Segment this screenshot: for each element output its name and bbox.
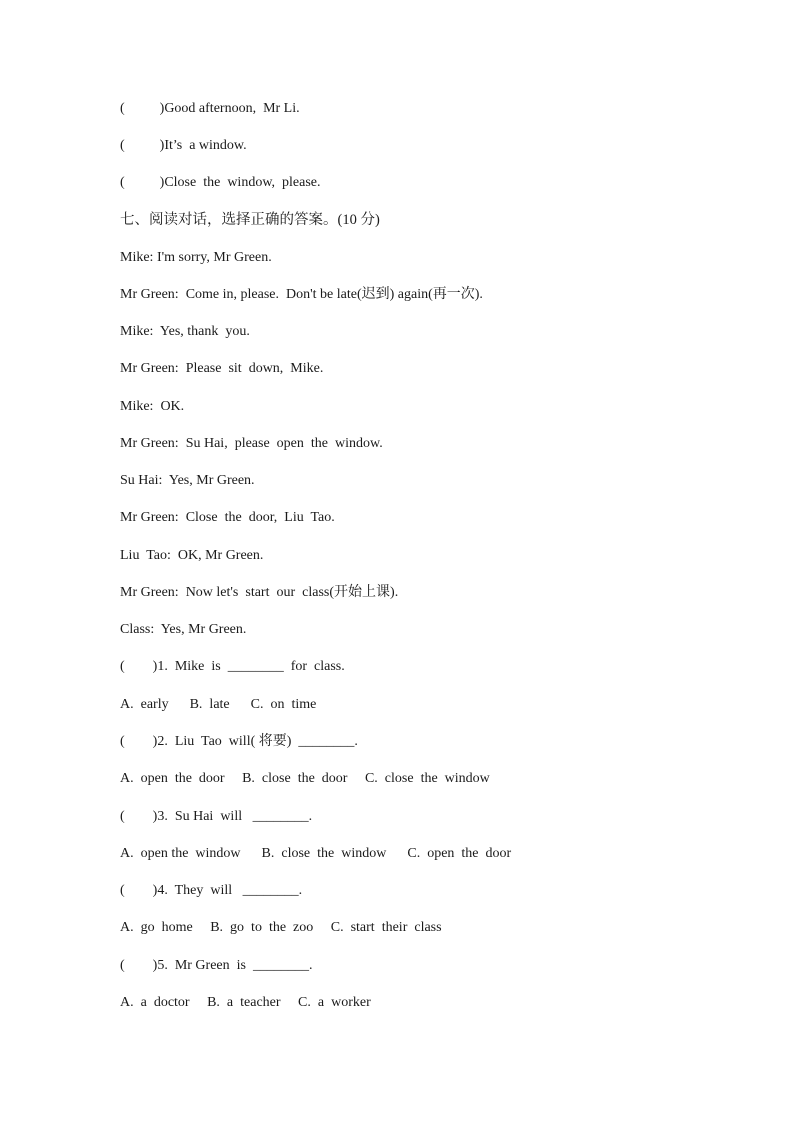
dialogue-line: Su Hai: Yes, Mr Green.: [120, 473, 255, 488]
dialogue-line: Mr Green: Su Hai, please open the window.: [120, 436, 383, 451]
matching-item-2: ( )It’s a window.: [120, 138, 247, 153]
dialogue-line: Mr Green: Now let's start our class(开始上课).: [120, 585, 399, 600]
dialogue-line: Mr Green: Please sit down, Mike.: [120, 361, 324, 376]
dialogue-line: Liu Tao: OK, Mr Green.: [120, 548, 264, 563]
dialogue-line: Mr Green: Come in, please. Don't be late(迟到) again(再一次).: [120, 287, 483, 302]
question-4-stem: ( )4. They will ________.: [120, 883, 303, 898]
question-5-options: A. a doctor B. a teacher C. a worker: [120, 995, 371, 1010]
dialogue-line: Class: Yes, Mr Green.: [120, 622, 247, 637]
matching-item-3: ( )Close the window, please.: [120, 175, 321, 190]
dialogue-line: Mike: I'm sorry, Mr Green.: [120, 250, 272, 265]
dialogue-line: Mr Green: Close the door, Liu Tao.: [120, 510, 335, 525]
question-1-stem: ( )1. Mike is ________ for class.: [120, 659, 345, 674]
dialogue-line: Mike: Yes, thank you.: [120, 324, 250, 339]
matching-item-1: ( )Good afternoon, Mr Li.: [120, 101, 300, 116]
question-2-options: A. open the door B. close the door C. close the window: [120, 771, 490, 786]
question-2-stem: ( )2. Liu Tao will( 将要) ________.: [120, 734, 358, 749]
section-heading: 七、阅读对话，选择正确的答案。(10 分): [120, 212, 380, 228]
dialogue-line: Mike: OK.: [120, 399, 185, 414]
question-5-stem: ( )5. Mr Green is ________.: [120, 958, 313, 973]
question-3-stem: ( )3. Su Hai will ________.: [120, 809, 313, 824]
question-3-options: A. open the window B. close the window C. open the door: [120, 846, 512, 861]
question-4-options: A. go home B. go to the zoo C. start their class: [120, 920, 442, 935]
question-1-options: A. early B. late C. on time: [120, 697, 317, 712]
